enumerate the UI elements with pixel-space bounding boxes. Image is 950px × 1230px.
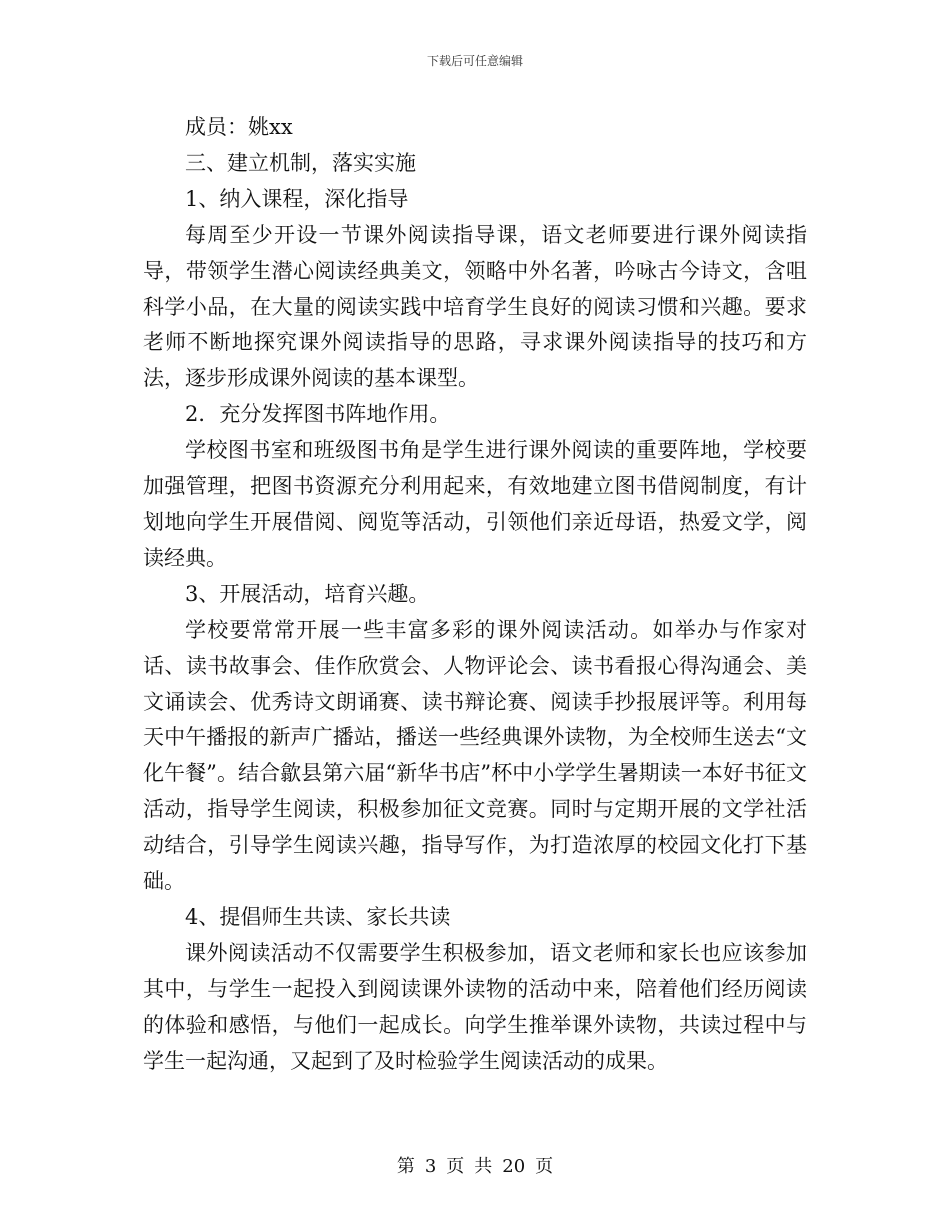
total-prefix: 共 [474,1156,493,1177]
paragraph-3: 学校要常常开展一些丰富多彩的课外阅读活动。如举办与作家对话、读书故事会、佳作欣赏会、人物评论会、读书看报心得沟通会、美文诵读会、优秀诗文朗诵赛、读书辩论赛、阅读手抄报展评等。利用每天中午播报的新声广播站，播送一些经典课外读物，为全校师生送去“文化午餐”。结合歙县第六届“新华书店”杯中小学学生暑期读一本好书征文活动，指导学生阅读，积极参加征文竞赛。同时与定期开展的文学社活动结合，引导学生阅读兴趣，指导写作，为打造浓厚的校园文化打下基础。 [143,617,807,894]
header-note: 下载后可任意编辑 [426,54,523,68]
document-body [143,110,807,1079]
member-line: 成员：姚xx [185,115,293,139]
page-number: 3 [424,1156,437,1177]
subheading-2: 2．充分发挥图书阵地作用。 [185,402,451,427]
section-heading: 三、建立机制，落实实施 [185,150,416,175]
subheading-1: 1、纳入课程，深化指导 [185,186,409,211]
subheading-3: 3、开展活动，培育兴趣。 [185,581,430,606]
subheading-4: 4、提倡师生共读、家长共读 [185,904,451,929]
total-pages: 20 [502,1156,526,1177]
paragraph-2: 学校图书室和班级图书角是学生进行课外阅读的重要阵地，学校要加强管理，把图书资源充分利用起来，有效地建立图书借阅制度，有计划地向学生开展借阅、阅览等活动，引领他们亲近母语，热爱文学，阅读经典。 [143,438,807,570]
total-suffix: 页 [535,1156,554,1177]
page-footer [0,1152,950,1178]
paragraph-4: 课外阅读活动不仅需要学生积极参加，语文老师和家长也应该参加其中，与学生一起投入到阅读课外读物的活动中来，陪着他们经历阅读的体验和感悟，与他们一起成长。向学生推举课外读物，共读过程中与学生一起沟通，又起到了及时检验学生阅读活动的成果。 [143,940,807,1073]
page-prefix: 第 [396,1156,415,1177]
paragraph-1: 每周至少开设一节课外阅读指导课，语文老师要进行课外阅读指导，带领学生潜心阅读经典美文，领略中外名著，吟咏古今诗文，含咀科学小品，在大量的阅读实践中培育学生良好的阅读习惯和兴趣。要求老师不断地探究课外阅读指导的思路，寻求课外阅读指导的技巧和方法，逐步形成课外阅读的基本课型。 [143,222,807,391]
page-mid: 页 [446,1156,465,1177]
